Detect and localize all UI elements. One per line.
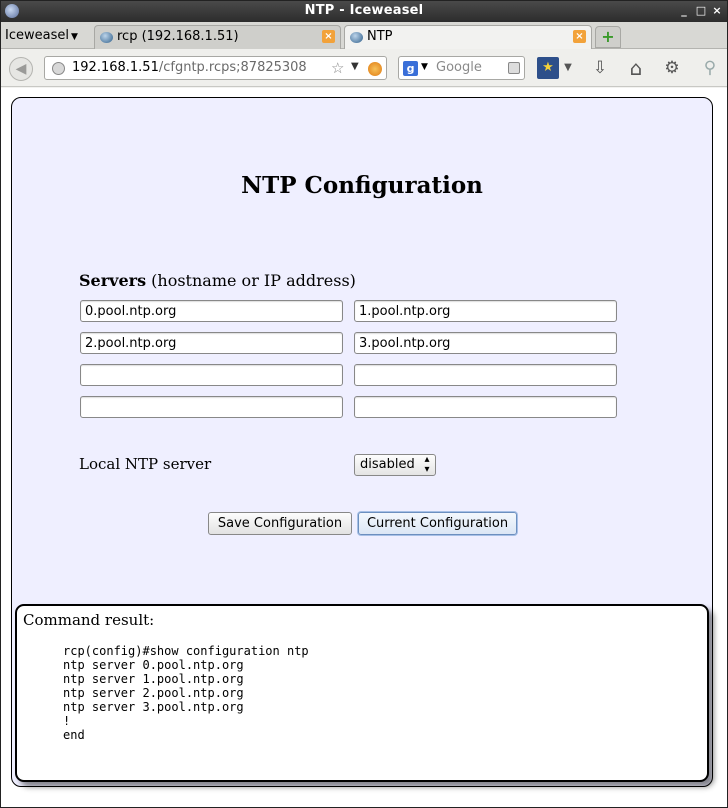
window-title: NTP - Iceweasel: [304, 3, 424, 18]
server-input-1[interactable]: [80, 300, 343, 322]
page-title: NTP Configuration: [241, 172, 483, 199]
addons-icon[interactable]: ⚲: [703, 58, 717, 78]
search-placeholder: Google: [436, 60, 482, 75]
tab-rcp[interactable]: [94, 25, 341, 49]
command-result-title: Command result:: [23, 611, 155, 629]
back-button[interactable]: ◀: [9, 57, 33, 81]
iceweasel-menu-button[interactable]: [5, 26, 78, 46]
url-path: /cfgntp.rcps;87825308: [158, 60, 307, 75]
server-input-7[interactable]: [80, 396, 343, 418]
select-spinner-icon: ▴ ▾: [424, 454, 430, 475]
tab-strip: [1, 22, 727, 49]
globe-icon: [52, 62, 65, 75]
navigation-toolbar: [1, 49, 727, 87]
engine-dropdown-icon[interactable]: ▼: [421, 62, 428, 72]
feed-icon[interactable]: [368, 62, 382, 76]
title-bar: [1, 1, 727, 22]
iceweasel-menu-label: Iceweasel: [5, 28, 69, 43]
google-engine-icon[interactable]: g: [403, 61, 418, 76]
save-configuration-button[interactable]: Save Configuration: [208, 512, 352, 535]
tab-label: rcp (192.168.1.51): [117, 29, 239, 44]
close-button[interactable]: ×: [712, 4, 722, 17]
chevron-down-icon: ▼: [70, 32, 78, 42]
search-bar[interactable]: [398, 56, 525, 80]
server-input-5[interactable]: [80, 364, 343, 386]
bookmarks-icon[interactable]: ★: [537, 57, 559, 79]
search-icon[interactable]: [508, 62, 520, 74]
url-history-dropdown-icon[interactable]: ▼: [351, 61, 359, 72]
local-ntp-select[interactable]: [354, 454, 436, 476]
router-favicon-icon: [100, 32, 113, 43]
servers-label-hint: (hostname or IP address): [146, 271, 356, 290]
tab-ntp[interactable]: [344, 25, 592, 50]
router-favicon-icon: [350, 32, 363, 43]
server-input-3[interactable]: [80, 332, 343, 354]
local-ntp-value: disabled: [360, 457, 415, 472]
content-viewport: [1, 88, 727, 807]
minimize-button[interactable]: _: [681, 4, 687, 17]
downloads-icon[interactable]: ⇩: [592, 58, 608, 78]
url-bar[interactable]: [44, 56, 387, 80]
maximize-button[interactable]: □: [695, 4, 707, 17]
server-input-6[interactable]: [354, 364, 617, 386]
servers-label-bold: Servers: [79, 271, 147, 290]
server-input-4[interactable]: [354, 332, 617, 354]
command-result-output: rcp(config)#show configuration ntp ntp server 0.pool.ntp.org ntp server 1.pool.ntp.org ntp server 2.pool.ntp.org ntp server 3.pool.ntp.org ! end: [63, 644, 309, 742]
command-result-panel: [15, 604, 709, 782]
new-tab-button[interactable]: +: [595, 26, 621, 48]
tab-close-icon[interactable]: ×: [322, 30, 335, 43]
bookmark-star-icon[interactable]: ☆: [331, 59, 345, 77]
tab-close-icon[interactable]: ×: [573, 30, 586, 43]
url-host: 192.168.1.51: [72, 60, 159, 75]
sync-icon[interactable]: ⚙: [664, 58, 680, 78]
local-ntp-label: Local NTP server: [79, 455, 212, 473]
url-text[interactable]: [72, 60, 307, 75]
tab-label: NTP: [367, 29, 393, 44]
current-configuration-button[interactable]: Current Configuration: [358, 512, 517, 535]
servers-label: [79, 271, 356, 290]
home-icon[interactable]: ⌂: [629, 56, 643, 80]
server-input-8[interactable]: [354, 396, 617, 418]
bookmarks-dropdown-icon[interactable]: ▼: [564, 62, 572, 73]
server-input-2[interactable]: [354, 300, 617, 322]
